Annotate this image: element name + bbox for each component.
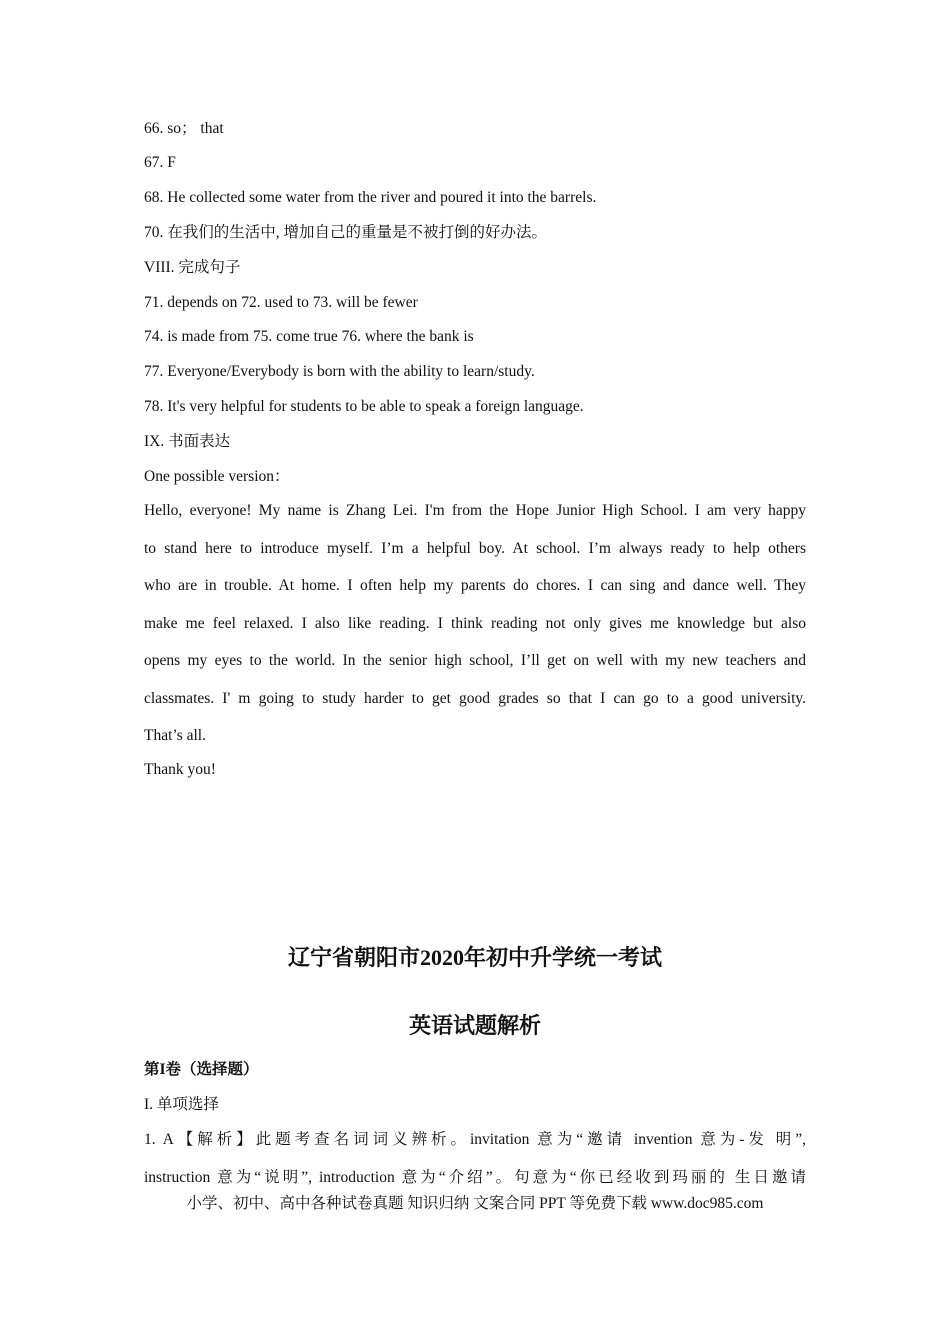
exam-subtitle: 英语试题解析 xyxy=(408,1013,541,1038)
answers-71-73: 71. depends on 72. used to 73. will be fewer xyxy=(144,294,418,311)
answer-68: 68. He collected some water from the river and poured it into the barrels. xyxy=(144,189,597,206)
answer-70: 70. 在我们的生活中, 增加自己的重量是不被打倒的好办法。 xyxy=(144,224,548,241)
section-i-heading: I. 单项选择 xyxy=(144,1096,219,1113)
q1-line: instruction 意为“说明”, introduction 意为“介绍”。句意为“你已经收到玛丽的 生日邀请 xyxy=(144,1168,806,1186)
essay-intro: One possible version： xyxy=(144,468,290,485)
essay-line: make me feel relaxed. I also like reading. I think reading not only gives me knowledge but also xyxy=(144,614,806,632)
part-heading: 第I卷（选择题） xyxy=(144,1061,259,1078)
answers-74-76: 74. is made from 75. come true 76. where the bank is xyxy=(144,328,474,345)
q1-line: 1. A【解析】此题考查名词词义辨析。invitation 意为“邀请 invention 意为-发 明”, xyxy=(144,1131,806,1148)
essay-line: to stand here to introduce myself. I’m a helpful boy. At school. I’m always ready to help others xyxy=(144,539,806,557)
essay-closing: Thank you! xyxy=(144,761,216,778)
essay-line: classmates. I' m going to study harder to get good grades so that I can go to a good university. xyxy=(144,689,806,707)
answer-66: 66. so； that xyxy=(144,120,224,137)
essay-line: That’s all. xyxy=(144,727,206,744)
answer-78: 78. It's very helpful for students to be able to speak a foreign language. xyxy=(144,398,584,415)
page-footer: 小学、初中、高中各种试卷真题 知识归纳 文案合同 PPT 等免费下载 www.doc985.com xyxy=(186,1195,764,1212)
essay-line: opens my eyes to the world. In the senior high school, I’ll get on well with my new teachers and xyxy=(144,652,806,669)
answer-77: 77. Everyone/Everybody is born with the ability to learn/study. xyxy=(144,363,535,380)
answer-67: 67. F xyxy=(144,154,176,171)
essay-paragraph xyxy=(144,501,806,764)
section-ix-heading: IX. 书面表达 xyxy=(144,433,231,450)
section-viii-heading: VIII. 完成句子 xyxy=(144,259,241,276)
essay-line: who are in trouble. At home. I often help my parents do chores. I can sing and dance well. They xyxy=(144,577,806,594)
exam-title: 辽宁省朝阳市2020年初中升学统一考试 xyxy=(287,945,662,970)
essay-line: Hello, everyone! My name is Zhang Lei. I'm from the Hope Junior High School. I am very happy xyxy=(144,502,806,519)
